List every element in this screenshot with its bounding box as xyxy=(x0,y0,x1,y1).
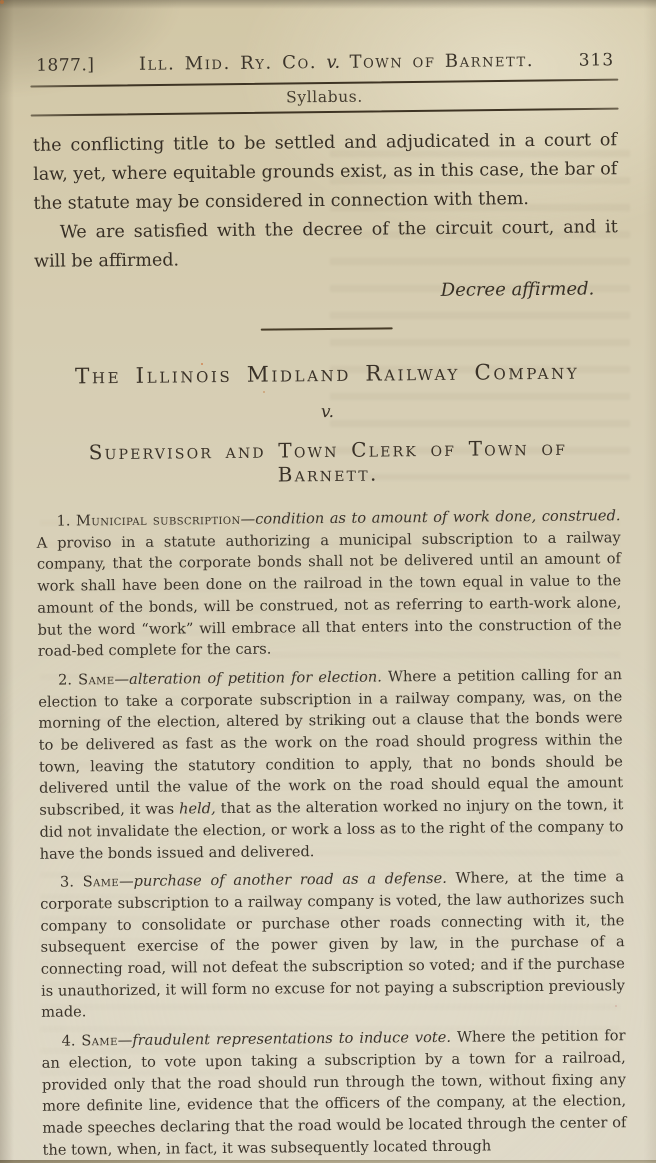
opinion-paragraph-final: We are satisfied with the decree of the circuit court, and it will be affirmed. xyxy=(33,217,618,272)
decree-affirmed: Decree affirmed. xyxy=(440,278,595,301)
syllabus-item-body: that as the alteration worked no injury on the town, it did not invalidate the election, or work a loss as to the right of the company to have the bonds issued and delivered. xyxy=(39,796,624,863)
syllabus-item-catchline: —purchase of another road as a defense. xyxy=(118,870,447,891)
page-number: 313 xyxy=(578,50,615,71)
opinion-text xyxy=(33,126,619,309)
section-divider-rule xyxy=(261,327,393,330)
syllabus-item-number: 1. xyxy=(56,512,71,530)
header-case-right: Town of Barnett. xyxy=(340,50,535,73)
syllabus-item-2 xyxy=(38,664,624,865)
syllabus-item-body: Where a petition calling for an election to take a corporate subscription in a railway company, was, on the morning of the election, altered by striking out a clause that the bonds were to be delivered as fast as the work on the road should progress within the town, leaving the statutory condition to apply, that no bonds should be delivered until the value of the work on the road should equal the amount subscribed, it was xyxy=(38,666,624,819)
running-header xyxy=(0,0,652,76)
syllabus-item-body: A proviso in a statute authorizing a municipal subscription to a railway company, that the corporate bonds shall not be delivered until an amount of work shall have been done on the railroad in the town equal in value to the amount of the bonds, will be construed, not as referring to earth-work alone, but the word “work” will embrace all that enters into the construction of the road-bed complete for the cars. xyxy=(36,528,622,661)
syllabus-item-catchline: —alteration of petition for election. xyxy=(114,668,382,688)
syllabus-item-number: 2. xyxy=(57,671,73,689)
syllabus-item-3 xyxy=(40,866,625,1024)
header-case-left: Ill. Mid. Ry. Co. xyxy=(138,51,327,75)
syllabus-item-4 xyxy=(41,1025,626,1161)
header-versus: v. xyxy=(326,51,341,73)
case-title-defendant: Supervisor and Town Clerk of Town of Barnett. xyxy=(88,435,568,487)
syllabus-section xyxy=(36,505,626,1161)
header-year: 1877.] xyxy=(36,55,95,76)
opinion-paragraph-continued: the conflicting title to be settled and adjudicated in a court of law, yet, where equitable grounds exist, as in this case, the bar of the statute may be considered in connection with them. xyxy=(32,130,618,214)
syllabus-item-label: Municipal subscription xyxy=(75,510,241,530)
case-title-plaintiff: The Illinois Midland Railway Company xyxy=(74,359,580,390)
syllabus-item-number: 3. xyxy=(59,873,75,891)
syllabus-item-label: Same xyxy=(81,1032,118,1050)
header-rule-bottom xyxy=(31,108,619,117)
syllabus-item-1 xyxy=(36,505,621,663)
syllabus-item-number: 4. xyxy=(61,1032,76,1050)
syllabus-item-body: Where the petition for an election, to vote upon taking a subscription by a town for a railroad, provided only that the road should run through the town, without fixing any more definite line, evidence that the officers of the company, at the election, made speeches declaring that the road would be located through the center of the town, when, in fact, it was subsequently located through xyxy=(41,1027,627,1159)
syllabus-item-label: Same xyxy=(78,670,115,689)
syllabus-item-body: Where, at the time a corporate subscription to a railway company is voted, the law authorizes such company to consolidate or purchase other roads connecting with it, the subsequent exercise of the power given by law, in the purchase of a connecting road, will not defeat the subscription so voted; and if the purchase is unauthorized, it will form no excuse for not paying a subscription previously made. xyxy=(40,868,626,1022)
syllabus-item-catchline: —condition as to amount of work done, construed. xyxy=(240,507,621,528)
running-head-syllabus: Syllabus. xyxy=(286,87,363,107)
header-case-abbreviation xyxy=(139,50,534,75)
syllabus-item-label: Same xyxy=(82,873,120,891)
syllabus-item-catchline: —fraudulent representations to induce vote. xyxy=(117,1029,452,1050)
case-title xyxy=(35,359,620,489)
case-title-versus: v. xyxy=(320,401,335,423)
syllabus-item-held: held, xyxy=(178,800,216,818)
